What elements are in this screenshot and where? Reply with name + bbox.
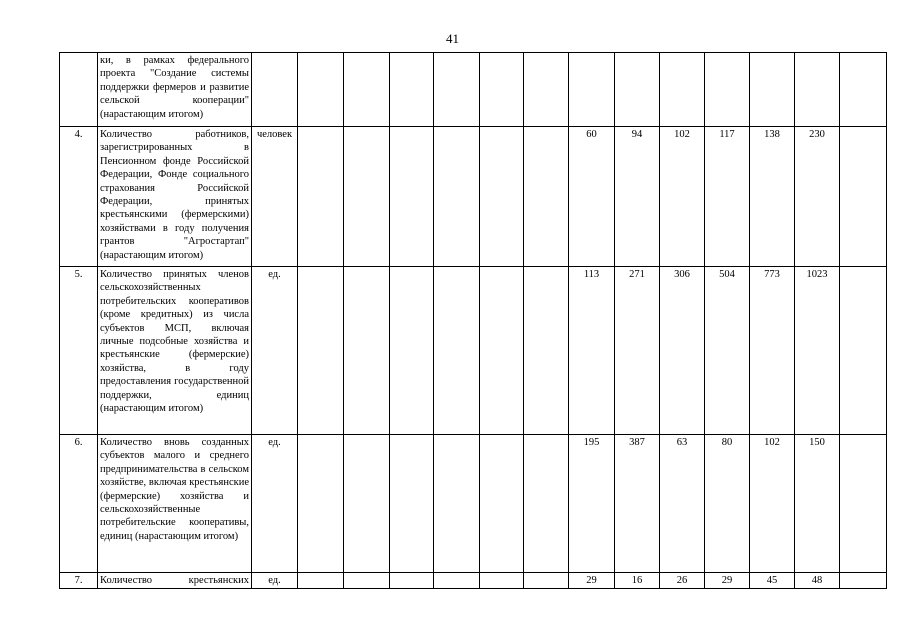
value-cell: 117 [705, 127, 750, 267]
empty-cell [390, 435, 434, 573]
empty-cell [390, 53, 434, 127]
table-row [60, 573, 887, 589]
empty-cell [298, 53, 344, 127]
value-cell: 102 [660, 127, 705, 267]
unit-cell: ед. [252, 573, 298, 589]
unit-cell: ед. [252, 267, 298, 435]
empty-cell [524, 267, 569, 435]
value-cell: 773 [750, 267, 795, 435]
empty-cell [344, 127, 390, 267]
page-number: 41 [446, 31, 459, 46]
indicator-description: Количество вновь созданных субъектов малого и среднего предпринимательства в сельском хозяйстве, включая крестьянские (фермерские) хозяйства и сельскохозяйственные потребительские кооперативы, единиц (нарастающим итогом) [98, 435, 252, 573]
empty-cell [840, 127, 887, 267]
value-cell [660, 53, 705, 127]
value-cell: 195 [569, 435, 615, 573]
empty-cell [480, 267, 524, 435]
indicators-table [59, 52, 887, 589]
empty-cell [434, 573, 480, 589]
empty-cell [344, 435, 390, 573]
empty-cell [298, 573, 344, 589]
empty-cell [298, 435, 344, 573]
empty-cell [390, 573, 434, 589]
value-cell [705, 53, 750, 127]
row-number: 7. [60, 573, 98, 589]
empty-cell [434, 127, 480, 267]
unit-cell: ед. [252, 435, 298, 573]
table-row [60, 53, 887, 127]
value-cell: 29 [705, 573, 750, 589]
value-cell: 387 [615, 435, 660, 573]
empty-cell [344, 53, 390, 127]
empty-cell [840, 573, 887, 589]
value-cell: 63 [660, 435, 705, 573]
value-cell: 504 [705, 267, 750, 435]
empty-cell [840, 435, 887, 573]
indicator-description: ки, в рамках федерального проекта "Создание системы поддержки фермеров и развитие сельской кооперации" (нарастающим итогом) [98, 53, 252, 127]
value-cell: 138 [750, 127, 795, 267]
row-number: 4. [60, 127, 98, 267]
empty-cell [524, 435, 569, 573]
empty-cell [480, 435, 524, 573]
empty-cell [840, 267, 887, 435]
value-cell: 94 [615, 127, 660, 267]
empty-cell [434, 53, 480, 127]
value-cell [615, 53, 660, 127]
value-cell [569, 53, 615, 127]
empty-cell [434, 267, 480, 435]
value-cell: 1023 [795, 267, 840, 435]
empty-cell [524, 573, 569, 589]
empty-cell [434, 435, 480, 573]
empty-cell [298, 127, 344, 267]
value-cell [750, 53, 795, 127]
value-cell: 60 [569, 127, 615, 267]
value-cell: 113 [569, 267, 615, 435]
value-cell: 16 [615, 573, 660, 589]
indicator-description: Количество крестьянских [98, 573, 252, 589]
empty-cell [480, 53, 524, 127]
unit-cell [252, 53, 298, 127]
unit-cell: человек [252, 127, 298, 267]
value-cell: 150 [795, 435, 840, 573]
empty-cell [344, 573, 390, 589]
empty-cell [524, 127, 569, 267]
value-cell: 48 [795, 573, 840, 589]
value-cell [795, 53, 840, 127]
value-cell: 80 [705, 435, 750, 573]
empty-cell [480, 127, 524, 267]
row-number: 5. [60, 267, 98, 435]
value-cell: 26 [660, 573, 705, 589]
empty-cell [840, 53, 887, 127]
empty-cell [390, 267, 434, 435]
empty-cell [298, 267, 344, 435]
value-cell: 102 [750, 435, 795, 573]
empty-cell [344, 267, 390, 435]
indicator-description: Количество работников, зарегистрированных в Пенсионном фонде Российской Федерации, Фонде социального страхования Российской Федерации, принятых крестьянскими (фермерскими) хозяйствами в году получения грантов "Агростартап" (нарастающим итогом) [98, 127, 252, 267]
value-cell: 306 [660, 267, 705, 435]
table-row [60, 435, 887, 573]
empty-cell [480, 573, 524, 589]
row-number [60, 53, 98, 127]
row-number: 6. [60, 435, 98, 573]
table-row [60, 127, 887, 267]
indicator-description: Количество принятых членов сельскохозяйственных потребительских кооперативов (кроме кредитных) из числа субъектов МСП, включая личные подсобные хозяйства и крестьянские (фермерские) хозяйства, в году предоставления государственной поддержки, единиц (нарастающим итогом) [98, 267, 252, 435]
empty-cell [390, 127, 434, 267]
value-cell: 45 [750, 573, 795, 589]
value-cell: 230 [795, 127, 840, 267]
value-cell: 271 [615, 267, 660, 435]
value-cell: 29 [569, 573, 615, 589]
empty-cell [524, 53, 569, 127]
table-row [60, 267, 887, 435]
